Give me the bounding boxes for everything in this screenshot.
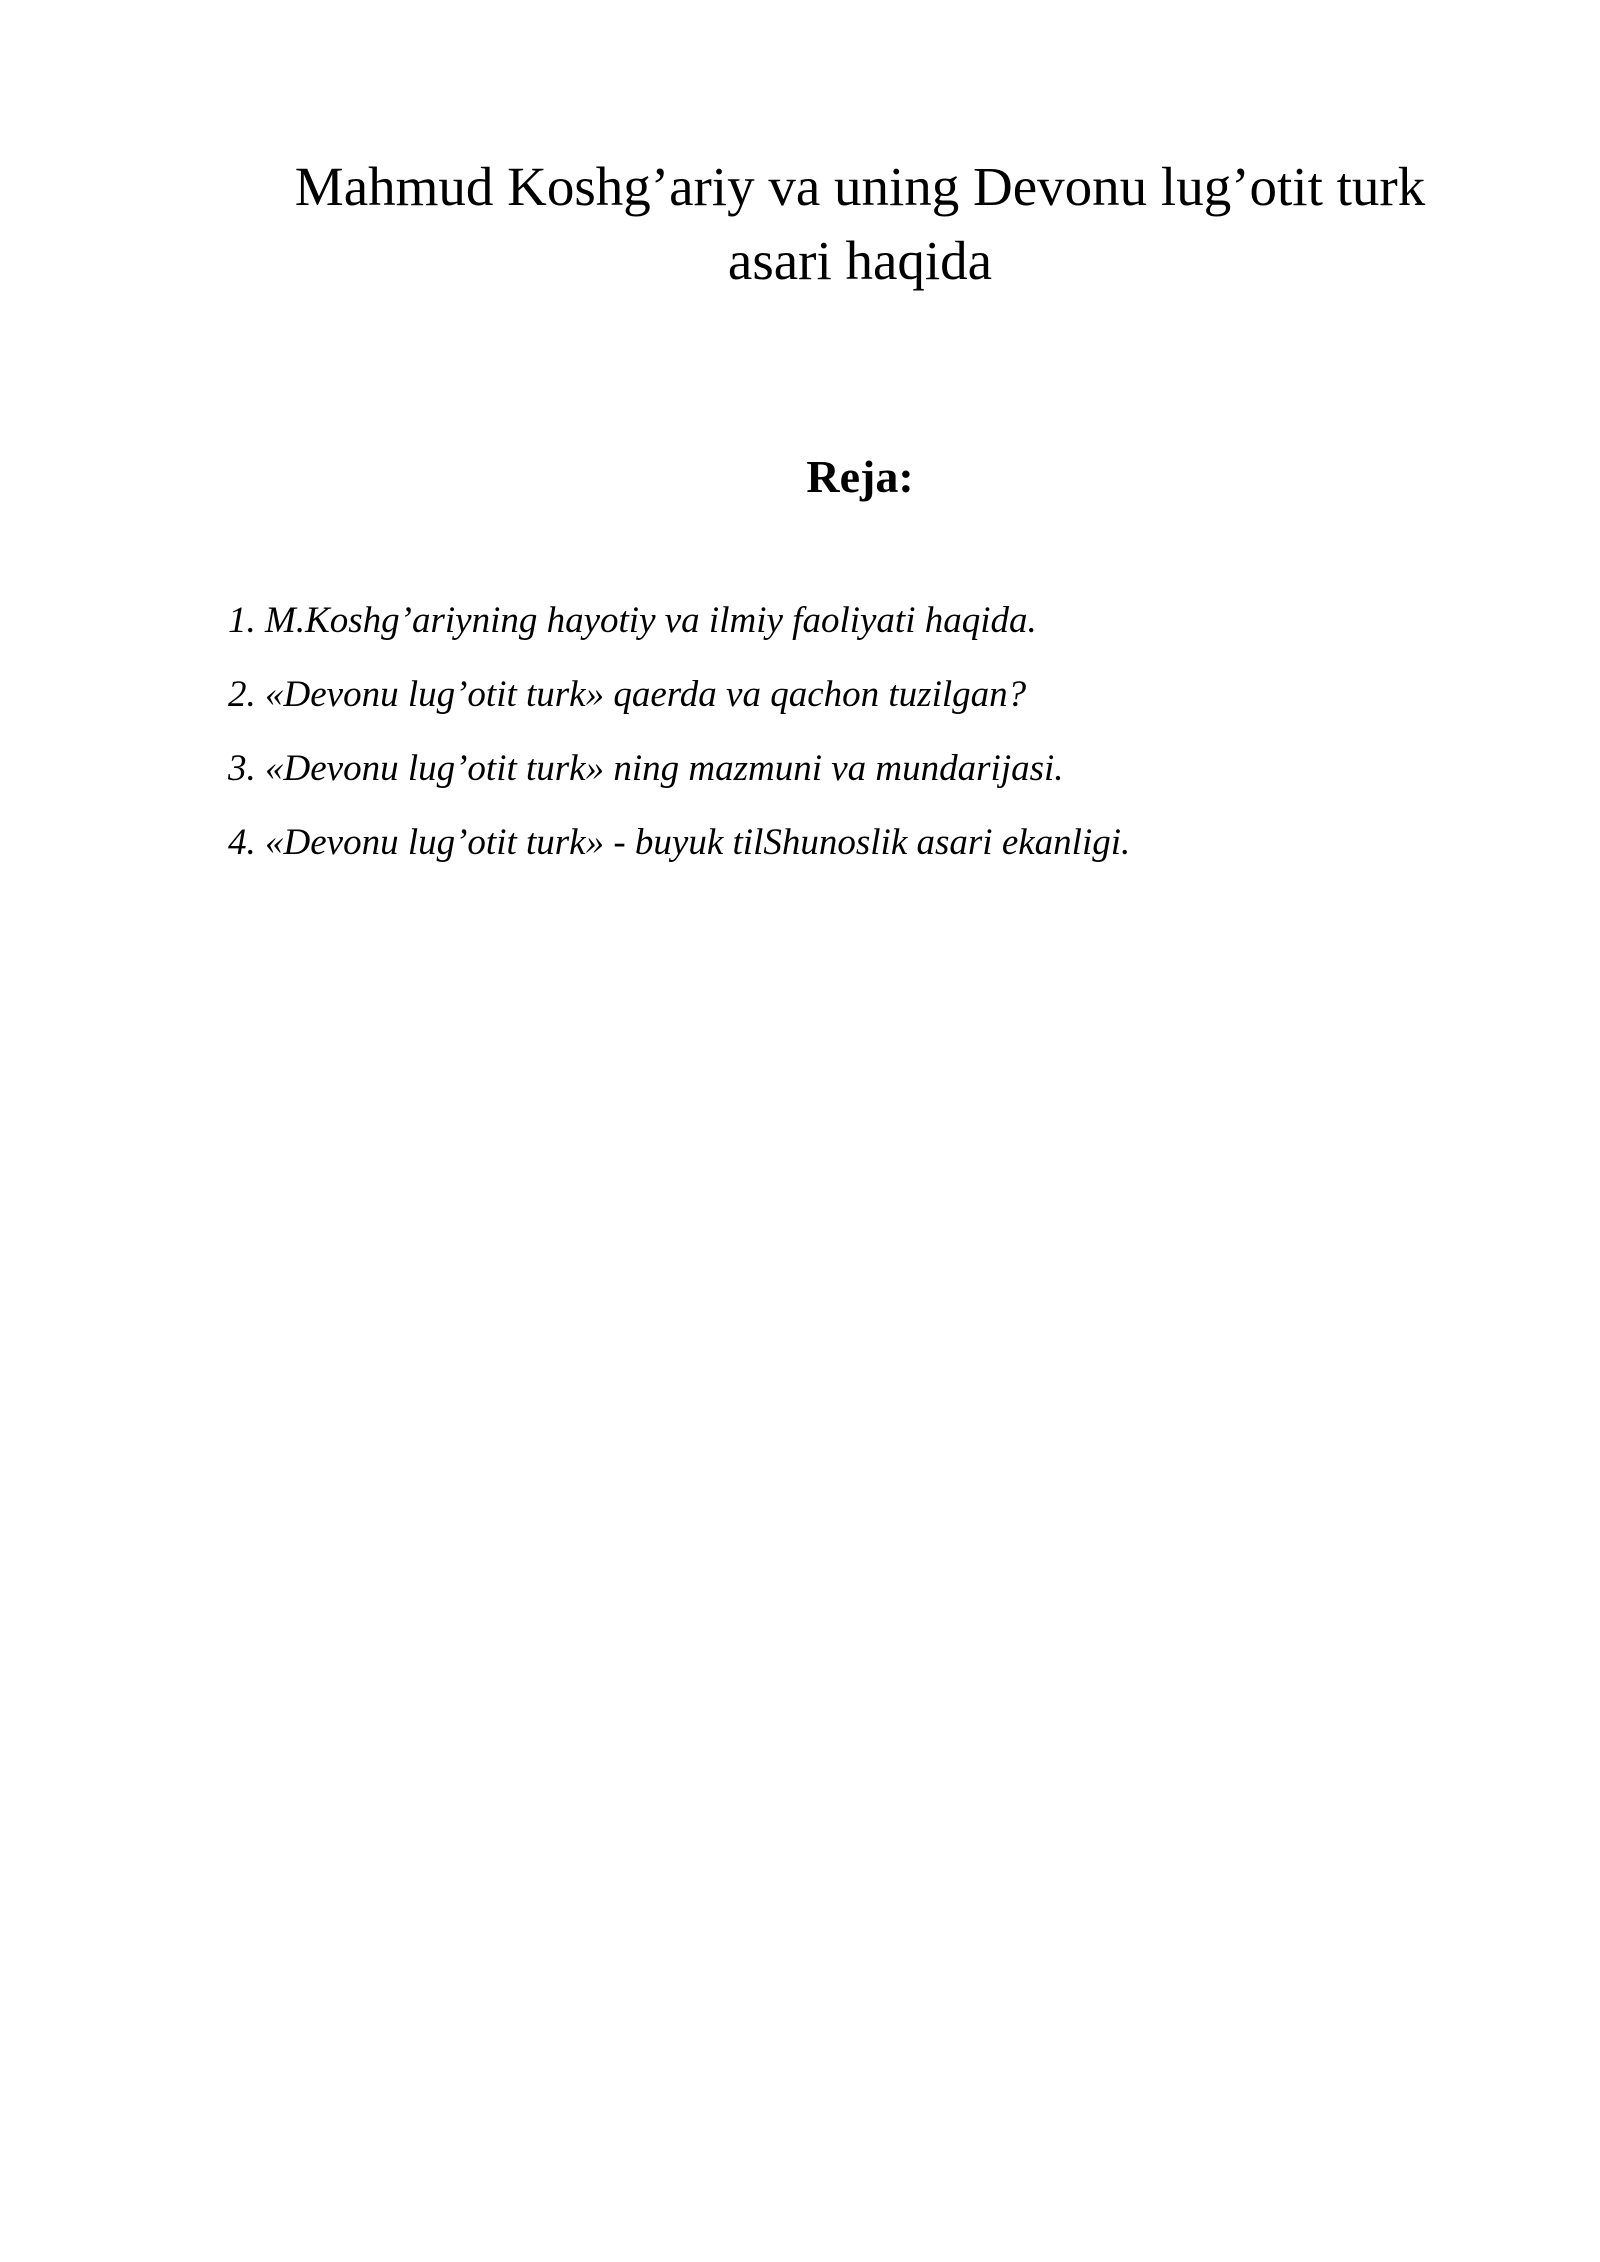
plan-item-text: «Devonu lug’otit turk» ning mazmuni va mundarijasi. <box>265 748 1064 789</box>
plan-list <box>228 598 1468 894</box>
plan-item-text: «Devonu lug’otit turk» - buyuk tilShunoslik asari ekanligi. <box>265 822 1131 863</box>
document-title <box>210 150 1510 298</box>
plan-item-1 <box>228 598 1468 644</box>
plan-item-2 <box>228 672 1468 718</box>
plan-item-text: «Devonu lug’otit turk» qaerda va qachon tuzilgan? <box>265 674 1027 715</box>
plan-item-text: M.Koshg’ariyning hayotiy va ilmiy faoliyati haqida. <box>265 600 1037 641</box>
plan-item-number: 2. <box>228 674 265 715</box>
plan-item-4 <box>228 820 1468 866</box>
title-line-2: asari haqida <box>727 230 993 291</box>
plan-item-3 <box>228 746 1468 792</box>
plan-item-number: 3. <box>228 748 265 789</box>
plan-item-number: 1. <box>228 600 265 641</box>
title-line-1: Mahmud Koshg’ariy va uning Devonu lug’otit turk <box>294 156 1426 217</box>
plan-heading: Reja: <box>806 451 914 502</box>
plan-item-number: 4. <box>228 822 265 863</box>
